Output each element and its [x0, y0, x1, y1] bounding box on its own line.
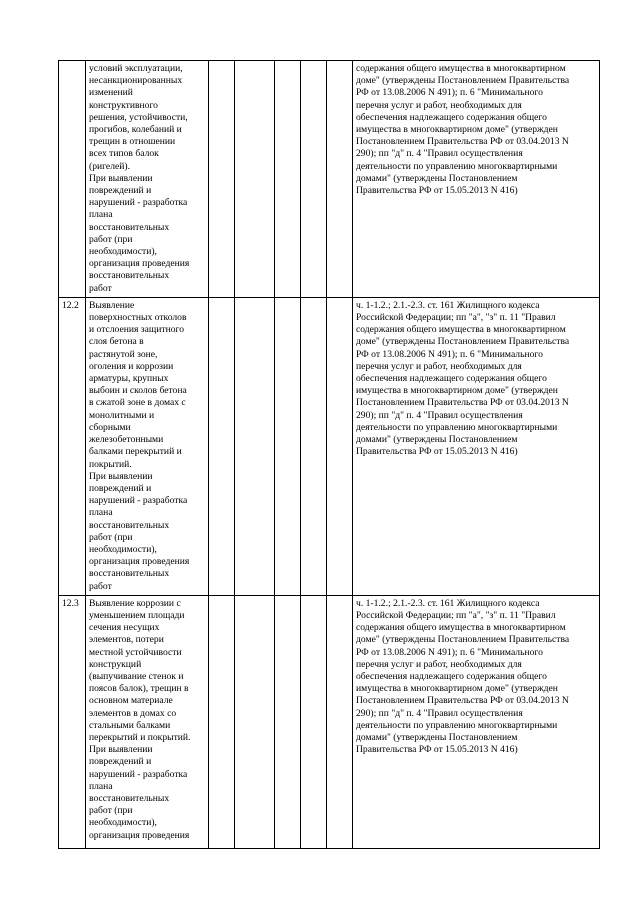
description-line: повреждений и [89, 185, 152, 197]
reference-line: Правительства РФ от 15.05.2013 N 416) [356, 446, 518, 458]
description-line: плана [89, 507, 113, 519]
reference-line: РФ от 13.08.2006 N 491); п. 6 "Минимального [356, 348, 543, 360]
empty-cell [235, 595, 275, 848]
description-line: При выявлении [89, 744, 153, 756]
description-line: конструктивного [89, 99, 158, 111]
legal-reference [353, 595, 600, 848]
reference-line: деятельности по управлению многоквартирными [356, 719, 558, 731]
reference-line: Правительства РФ от 15.05.2013 N 416) [356, 744, 518, 756]
reference-line: Российской Федерации; пп "а", "з" п. 11 "Правил [356, 609, 556, 621]
description-line: оголения и коррозии [89, 360, 174, 372]
reference-line: доме" (утверждены Постановлением Правительства [356, 634, 570, 646]
item-number: 12.3 [59, 595, 86, 848]
description-line: работ (при [89, 531, 133, 543]
description-line: плана [89, 780, 113, 792]
legal-reference [353, 61, 600, 298]
description-line: организация проведения [89, 829, 190, 841]
description-line: восстановительных [89, 221, 170, 233]
description-line: восстановительных [89, 568, 170, 580]
reference-line: РФ от 13.08.2006 N 491); п. 6 "Минимального [356, 646, 543, 658]
description-line: стальными балками [89, 719, 171, 731]
item-number [59, 61, 86, 298]
reference-line: домами" (утверждены Постановлением [356, 434, 518, 446]
empty-cell [301, 595, 327, 848]
reference-line: деятельности по управлению многоквартирными [356, 421, 558, 433]
description-line: трещин в отношении [89, 136, 176, 148]
reference-line: домами" (утверждены Постановлением [356, 731, 518, 743]
description-line: Выявление коррозии с [89, 597, 181, 609]
reference-line: имущества в многоквартирном доме" (утвержден [356, 385, 558, 397]
description-line: работ [89, 580, 112, 592]
empty-cell [209, 297, 235, 595]
reference-line: Постановлением Правительства РФ от 03.04.2013 N [356, 695, 569, 707]
description-line: восстановительных [89, 792, 170, 804]
description-line: восстановительных [89, 519, 170, 531]
reference-line: 290); пп "д" п. 4 "Правил осуществления [356, 148, 523, 160]
description-line: железобетонными [89, 434, 164, 446]
work-description [86, 61, 209, 298]
description-line: плана [89, 209, 113, 221]
description-line: прогибов, колебаний и [89, 124, 182, 136]
empty-cell [209, 595, 235, 848]
item-number: 12.2 [59, 297, 86, 595]
description-line: (выпучивание стенок и [89, 670, 184, 682]
description-line: основном материале [89, 695, 173, 707]
description-line: уменьшением площади [89, 609, 185, 621]
description-line: организация проведения [89, 556, 190, 568]
reference-line: ч. 1-1.2.; 2.1.-2.3. ст. 161 Жилищного кодекса [356, 597, 540, 609]
reference-line: содержания общего имущества в многоквартирном [356, 324, 566, 336]
reference-line: перечня услуг и работ, необходимых для [356, 360, 522, 372]
reference-line: Постановлением Правительства РФ от 03.04.2013 N [356, 136, 569, 148]
reference-line: доме" (утверждены Постановлением Правительства [356, 75, 570, 87]
description-line: и отслоения защитного [89, 324, 184, 336]
description-line: нарушений - разработка [89, 197, 188, 209]
description-line: поверхностных отколов [89, 312, 187, 324]
description-line: слоя бетона в [89, 336, 144, 348]
description-line: работ [89, 282, 112, 294]
empty-cell [275, 595, 301, 848]
empty-cell [327, 595, 353, 848]
reference-line: домами" (утверждены Постановлением [356, 172, 518, 184]
description-line: местной устойчивости [89, 646, 182, 658]
reference-line: имущества в многоквартирном доме" (утвержден [356, 683, 558, 695]
description-line: необходимости), [89, 817, 157, 829]
work-description [86, 297, 209, 595]
description-line: восстановительных [89, 270, 170, 282]
empty-cell [327, 297, 353, 595]
table-row [59, 595, 600, 848]
description-line: При выявлении [89, 172, 153, 184]
description-line: поясов балок), трещин в [89, 683, 189, 695]
reference-line: 290); пп "д" п. 4 "Правил осуществления [356, 707, 523, 719]
description-line: всех типов балок [89, 148, 159, 160]
description-line: элементов, потери [89, 634, 164, 646]
reference-line: Постановлением Правительства РФ от 03.04.2013 N [356, 397, 569, 409]
reference-line: перечня услуг и работ, необходимых для [356, 658, 522, 670]
description-line: необходимости), [89, 246, 157, 258]
reference-line: обеспечения надлежащего содержания общего [356, 373, 547, 385]
description-line: арматуры, крупных [89, 373, 169, 385]
reference-line: содержания общего имущества в многоквартирном [356, 622, 566, 634]
reference-line: РФ от 13.08.2006 N 491); п. 6 "Минимального [356, 87, 543, 99]
empty-cell [327, 61, 353, 298]
description-line: нарушений - разработка [89, 768, 188, 780]
reference-line: деятельности по управлению многоквартирными [356, 160, 558, 172]
description-line: несанкционированных [89, 75, 183, 87]
description-line: повреждений и [89, 482, 152, 494]
description-line: монолитными и [89, 409, 155, 421]
description-line: покрытий. [89, 458, 132, 470]
description-line: изменений [89, 87, 133, 99]
reference-line: перечня услуг и работ, необходимых для [356, 99, 522, 111]
description-line: нарушений - разработка [89, 495, 188, 507]
description-line: условий эксплуатации, [89, 63, 183, 74]
table-row [59, 297, 600, 595]
empty-cell [275, 61, 301, 298]
description-line: элементов в домах со [89, 707, 177, 719]
description-line: балками перекрытий и [89, 446, 182, 458]
reference-line: 290); пп "д" п. 4 "Правил осуществления [356, 409, 523, 421]
description-line: (ригелей). [89, 160, 130, 172]
description-line: необходимости), [89, 543, 157, 555]
reference-line: обеспечения надлежащего содержания общего [356, 111, 547, 123]
description-line: сечения несущих [89, 622, 160, 634]
description-line: сборными [89, 421, 131, 433]
description-line: в сжатой зоне в домах с [89, 397, 186, 409]
description-line: растянутой зоне, [89, 348, 158, 360]
description-line: Выявление [89, 299, 135, 311]
empty-cell [275, 297, 301, 595]
works-table [58, 60, 600, 849]
work-description [86, 595, 209, 848]
reference-line: Правительства РФ от 15.05.2013 N 416) [356, 185, 518, 197]
description-line: конструкций [89, 658, 142, 670]
table-row [59, 61, 600, 298]
reference-line: доме" (утверждены Постановлением Правительства [356, 336, 570, 348]
description-line: организация проведения [89, 258, 190, 270]
empty-cell [209, 61, 235, 298]
description-line: работ (при [89, 805, 133, 817]
reference-line: содержания общего имущества в многоквартирном [356, 63, 566, 74]
empty-cell [235, 297, 275, 595]
description-line: повреждений и [89, 756, 152, 768]
reference-line: обеспечения надлежащего содержания общего [356, 670, 547, 682]
description-line: решения, устойчивости, [89, 111, 188, 123]
reference-line: Российской Федерации; пп "а", "з" п. 11 "Правил [356, 312, 556, 324]
reference-line: имущества в многоквартирном доме" (утвержден [356, 124, 558, 136]
empty-cell [301, 297, 327, 595]
legal-reference [353, 297, 600, 595]
description-line: работ (при [89, 233, 133, 245]
empty-cell [301, 61, 327, 298]
description-line: выбоин и сколов бетона [89, 385, 187, 397]
description-line: перекрытий и покрытий. [89, 731, 191, 743]
empty-cell [235, 61, 275, 298]
reference-line: ч. 1-1.2.; 2.1.-2.3. ст. 161 Жилищного кодекса [356, 299, 540, 311]
description-line: При выявлении [89, 470, 153, 482]
